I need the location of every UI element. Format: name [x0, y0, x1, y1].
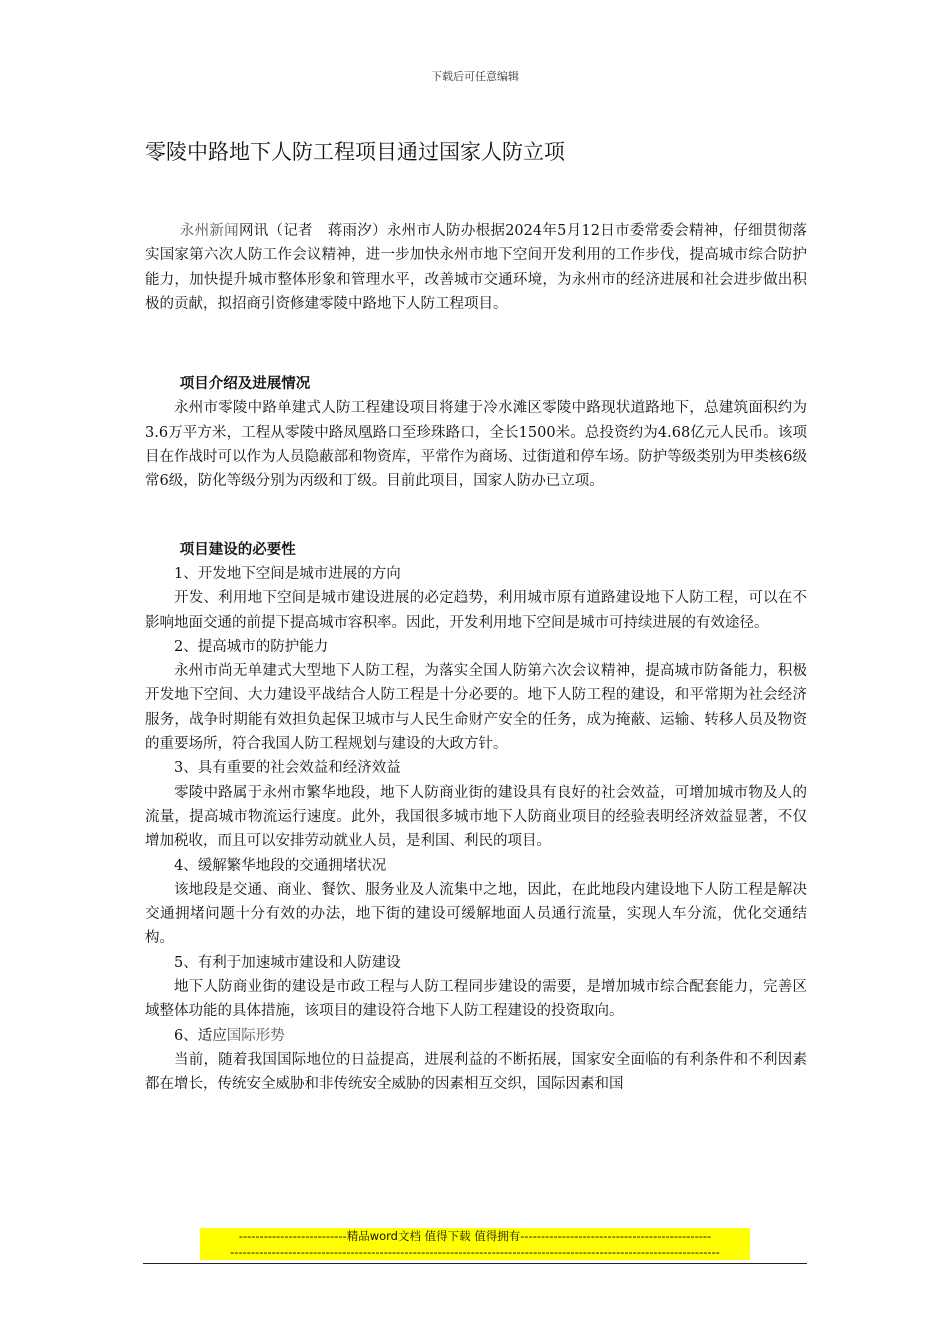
item-text-6: 当前，随着我国国际地位的日益提高，进展利益的不断拓展，国家安全面临的有利条件和不利因素都在增长，传统安全威胁和非传统安全威胁的因素相互交织，国际因素和国	[145, 1051, 807, 1093]
item-text-1: 开发、利用地下空间是城市建设进展的必定趋势，利用城市原有道路建设地下人防工程，可以在不影响地面交通的前提下提高城市容积率。因此，开发利用地下空间是城市可持续进展的有效途径。	[145, 590, 807, 631]
item-title-3: 3、具有重要的社会效益和经济效益	[174, 760, 401, 777]
document-body	[145, 219, 807, 1097]
item-text-5: 地下人防商业街的建设是市政工程与人防工程同步建设的需要，是增加城市综合配套能力，完善区域整体功能的具体措施，该项目的建设符合地下人防工程建设的投资取向。	[145, 979, 807, 1020]
section-introduction-text: 永州市零陵中路单建式人防工程建设项目将建于冷水滩区零陵中路现状道路地下，总建筑面积约为3.6万平方米，工程从零陵中路凤凰路口至珍珠路口，全长1500米。总投资约为4.68亿元人民币。该项目在作战时可以作为人员隐蔽部和物资库，平常作为商场、过街道和停车场。防护等级类别为甲类核6级常6级，防化等级分别为丙级和丁级。目前此项目，国家人防办已立项。	[145, 400, 807, 490]
footer-banner-line-1: --------------------------精品word文档 值得下载 值得拥有----------------------------------------------	[238, 1229, 712, 1243]
item-title-6	[145, 1024, 807, 1048]
item-title-5: 5、有利于加速城市建设和人防建设	[174, 954, 401, 971]
spacer	[145, 316, 807, 372]
item-text-4: 该地段是交通、商业、餐饮、服务业及人流集中之地，因此，在此地段内建设地下人防工程是解决交通拥堵问题十分有效的办法，地下街的建设可缓解地面人员通行流量，实现人车分流，优化交通结构。	[145, 881, 807, 947]
news-source: 永州新闻	[179, 223, 239, 239]
item-title-6-suffix: 国际形势	[226, 1027, 285, 1044]
item-title-1: 1、开发地下空间是城市进展的方向	[174, 565, 401, 582]
item-title-6-prefix: 6、适应	[174, 1027, 227, 1044]
item-title-2: 2、提高城市的防护能力	[174, 638, 329, 655]
intro-text: 网讯（记者 蒋雨汐）永州市人防办根据2024年5月12日市委常委会精神，仔细贯彻落实国家第六次人防工作会议精神，进一步加快永州市地下空间开发利用的工作步伐，提高城市综合防护能力，加快提升城市整体形象和管理水平，改善城市交通环境，为永州市的经济进展和社会进步做出积极的贡献，拟招商引资修建零陵中路地下人防工程项目。	[145, 223, 808, 312]
section-heading-introduction: 项目介绍及进展情况	[179, 376, 311, 393]
header-note: 下载后可任意编辑	[431, 70, 519, 83]
item-text-3: 零陵中路属于永州市繁华地段，地下人防商业街的建设具有良好的社会效益，可增加城市物及人的流量，提高城市物流运行速度。此外，我国很多城市地下人防商业项目的经验表明经济效益显著，不仅增加税收，而且可以安排劳动就业人员，是利国、利民的项目。	[145, 784, 807, 850]
footer-banner-line-2: ----------------------------------------------------------------------------------------------------------------------	[230, 1245, 720, 1259]
footer-banner	[200, 1228, 750, 1260]
intro-paragraph	[145, 219, 807, 316]
document-title: 零陵中路地下人防工程项目通过国家人防立项	[145, 140, 565, 164]
section-heading-necessity: 项目建设的必要性	[179, 541, 296, 558]
item-text-2: 永州市尚无单建式大型地下人防工程，为落实全国人防第六次会议精神，提高城市防备能力，积极开发地下空间、大力建设平战结合人防工程是十分必要的。地下人防工程的建设，和平常期为社会经济服务，战争时期能有效担负起保卫城市与人民生命财产安全的任务，成为掩蔽、运输、转移人员及物资的重要场所，符合我国人防工程规划与建设的大政方针。	[145, 663, 807, 753]
footer-divider	[143, 1263, 807, 1264]
item-title-4: 4、缓解繁华地段的交通拥堵状况	[174, 857, 387, 874]
spacer	[145, 494, 807, 538]
